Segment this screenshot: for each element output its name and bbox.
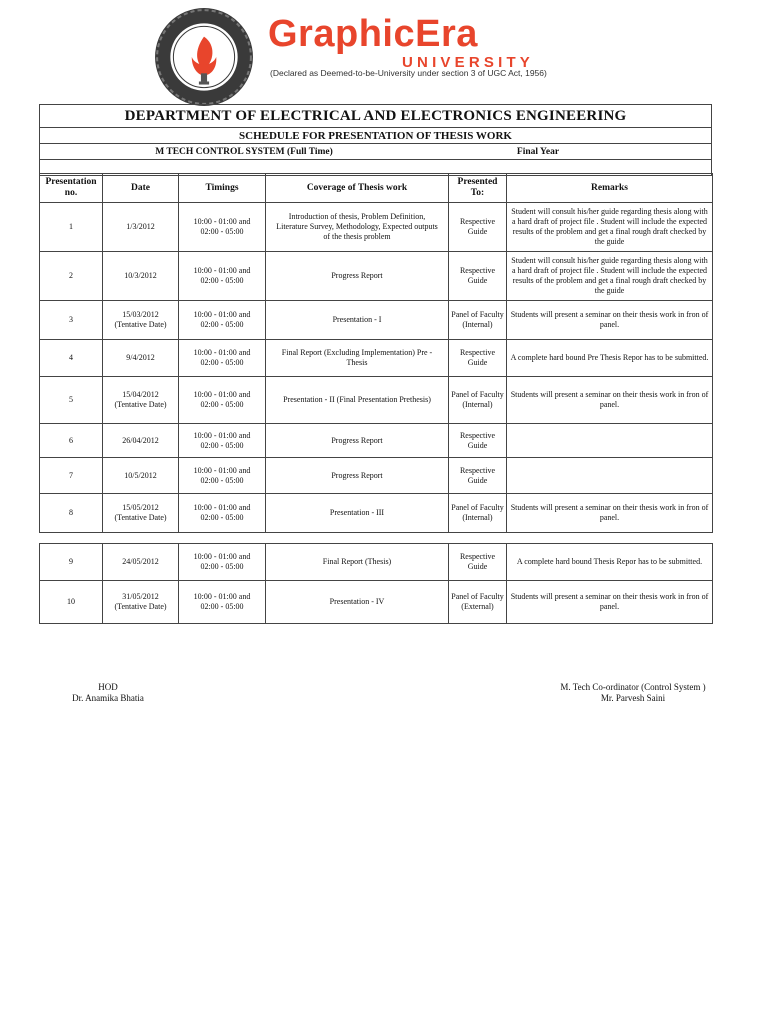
col-header-timings: Timings [179, 174, 266, 203]
table-row [40, 340, 713, 377]
department-title: DEPARTMENT OF ELECTRICAL AND ELECTRONICS ENGINEERING [40, 105, 712, 128]
table-row [40, 301, 713, 340]
presentation-no-cell: 1 [40, 203, 103, 252]
remarks-cell: A complete hard bound Pre Thesis Repor has to be submitted. [507, 340, 713, 377]
timing-cell: 10:00 - 01:00 and 02:00 - 05:00 [179, 458, 266, 494]
table-row [40, 424, 713, 458]
coverage-cell: Progress Report [266, 424, 449, 458]
program-name: M TECH CONTROL SYSTEM (Full Time) [155, 146, 333, 157]
hod-title: HOD [98, 682, 118, 692]
university-header [150, 4, 570, 100]
date-cell: 15/05/2012 (Tentative Date) [103, 494, 179, 533]
presented-to-cell: Panel of Faculty (Internal) [449, 494, 507, 533]
coordinator-title: M. Tech Co-ordinator (Control System ) [560, 682, 706, 692]
coverage-cell: Introduction of thesis, Problem Definition, Literature Survey, Methodology, Expected outputs of the thesis problem [266, 203, 449, 252]
declaration-text: (Declared as Deemed-to-be-University under section 3 of UGC Act, 1956) [270, 68, 547, 78]
coverage-cell: Presentation - I [266, 301, 449, 340]
coverage-cell: Final Report (Thesis) [266, 544, 449, 581]
presentation-no-cell: 8 [40, 494, 103, 533]
date-cell: 10/3/2012 [103, 252, 179, 301]
presented-to-cell: Respective Guide [449, 340, 507, 377]
col-header-date: Date [103, 174, 179, 203]
brand-wordmark [268, 14, 478, 54]
remarks-cell: Students will present a seminar on their thesis work in fron of panel. [507, 377, 713, 424]
coordinator-name: Mr. Parvesh Saini [600, 693, 666, 703]
presentation-no-cell: 5 [40, 377, 103, 424]
timing-cell: 10:00 - 01:00 and 02:00 - 05:00 [179, 301, 266, 340]
presentation-no-cell: 10 [40, 581, 103, 624]
presentation-no-cell: 7 [40, 458, 103, 494]
program-row [40, 144, 712, 160]
table-row [40, 494, 713, 533]
timing-cell: 10:00 - 01:00 and 02:00 - 05:00 [179, 424, 266, 458]
brand-era: Era [415, 13, 478, 55]
coverage-cell: Presentation - II (Final Presentation Prethesis) [266, 377, 449, 424]
coordinator-signature [548, 682, 718, 704]
coverage-cell: Progress Report [266, 252, 449, 301]
remarks-cell [507, 458, 713, 494]
presentation-no-cell: 4 [40, 340, 103, 377]
coverage-cell: Progress Report [266, 458, 449, 494]
timing-cell: 10:00 - 01:00 and 02:00 - 05:00 [179, 252, 266, 301]
presentation-no-cell: 6 [40, 424, 103, 458]
remarks-cell: Students will present a seminar on their thesis work in fron of panel. [507, 581, 713, 624]
remarks-cell: Students will present a seminar on their thesis work in fron of panel. [507, 301, 713, 340]
timing-cell: 10:00 - 01:00 and 02:00 - 05:00 [179, 544, 266, 581]
table-row [40, 203, 713, 252]
title-table [39, 104, 712, 176]
presented-to-cell: Respective Guide [449, 544, 507, 581]
table-header-row [40, 174, 713, 203]
coverage-cell: Final Report (Excluding Implementation) Pre - Thesis [266, 340, 449, 377]
coverage-cell: Presentation - III [266, 494, 449, 533]
hod-name: Dr. Anamika Bhatia [72, 693, 144, 703]
presentation-no-cell: 2 [40, 252, 103, 301]
table-row [40, 458, 713, 494]
presented-to-cell: Panel of Faculty (Internal) [449, 377, 507, 424]
col-header-presentation-no: Presentation no. [40, 174, 103, 203]
brand-university: UNIVERSITY [402, 54, 535, 71]
timing-cell: 10:00 - 01:00 and 02:00 - 05:00 [179, 377, 266, 424]
timing-cell: 10:00 - 01:00 and 02:00 - 05:00 [179, 581, 266, 624]
remarks-cell: Student will consult his/her guide regarding thesis along with a hard draft of project file . Student will include the expected results of the problem and get a final rough draft checked by the guide [507, 252, 713, 301]
presented-to-cell: Respective Guide [449, 203, 507, 252]
table-row [40, 377, 713, 424]
presentation-no-cell: 9 [40, 544, 103, 581]
hod-signature [60, 682, 156, 704]
timing-cell: 10:00 - 01:00 and 02:00 - 05:00 [179, 203, 266, 252]
program-year: Final Year [516, 146, 560, 157]
coverage-cell: Presentation - IV [266, 581, 449, 624]
date-cell: 26/04/2012 [103, 424, 179, 458]
presented-to-cell: Respective Guide [449, 252, 507, 301]
col-header-remarks: Remarks [507, 174, 713, 203]
presented-to-cell: Panel of Faculty (Internal) [449, 301, 507, 340]
presented-to-cell: Respective Guide [449, 458, 507, 494]
table-row [40, 581, 713, 624]
remarks-cell [507, 424, 713, 458]
remarks-cell: A complete hard bound Thesis Repor has to be submitted. [507, 544, 713, 581]
table-row [40, 544, 713, 581]
schedule-table-continued [39, 543, 713, 624]
date-cell: 10/5/2012 [103, 458, 179, 494]
timing-cell: 10:00 - 01:00 and 02:00 - 05:00 [179, 340, 266, 377]
date-cell: 31/05/2012 (Tentative Date) [103, 581, 179, 624]
date-cell: 24/05/2012 [103, 544, 179, 581]
remarks-cell: Student will consult his/her guide regarding thesis along with a hard draft of project file . Student will include the expected results of the problem and get a final rough draft checked by the guide [507, 203, 713, 252]
date-cell: 9/4/2012 [103, 340, 179, 377]
brand-graphic: Graphic [268, 13, 416, 55]
presentation-no-cell: 3 [40, 301, 103, 340]
schedule-table [39, 173, 713, 533]
remarks-cell: Students will present a seminar on their thesis work in fron of panel. [507, 494, 713, 533]
timing-cell: 10:00 - 01:00 and 02:00 - 05:00 [179, 494, 266, 533]
date-cell: 15/04/2012 (Tentative Date) [103, 377, 179, 424]
university-seal-icon [153, 6, 255, 108]
col-header-presented-to: Presented To: [449, 174, 507, 203]
presented-to-cell: Panel of Faculty (External) [449, 581, 507, 624]
schedule-title: SCHEDULE FOR PRESENTATION OF THESIS WORK [40, 128, 712, 144]
presented-to-cell: Respective Guide [449, 424, 507, 458]
date-cell: 15/03/2012 (Tentative Date) [103, 301, 179, 340]
table-row [40, 252, 713, 301]
date-cell: 1/3/2012 [103, 203, 179, 252]
col-header-coverage: Coverage of Thesis work [266, 174, 449, 203]
